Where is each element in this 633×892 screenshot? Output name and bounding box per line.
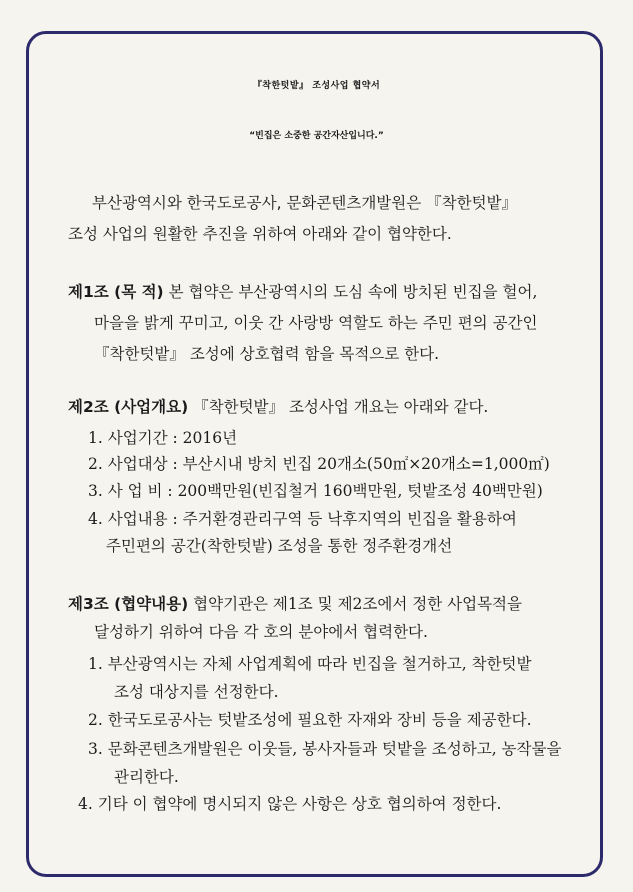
article-1-heading: 제1조 (목 적) — [68, 283, 164, 301]
article-1-text: 본 협약은 부산광역시의 도심 속에 방치된 빈집을 헐어, — [168, 283, 538, 301]
article-3-item-1-cont: 조성 대상지를 선정한다. — [114, 683, 279, 701]
article-3-item-4: 4. 기타 이 협약에 명시되지 않은 사항은 상호 협의하여 정한다. — [78, 795, 502, 813]
article-2-item-2: 2. 사업대상 : 부산시내 방치 빈집 20개소(50㎡×20개소=1,000㎡) — [88, 455, 550, 473]
intro-line-1: 부산광역시와 한국도로공사, 문화콘텐츠개발원은 『착한텃밭』 — [92, 194, 518, 212]
document-title: 『착한텃밭』 조성사업 협약서 — [252, 81, 381, 91]
article-2-item-1: 1. 사업기간 : 2016년 — [88, 429, 238, 447]
article-1-line-2: 마을을 밝게 꾸미고, 이웃 간 사랑방 역할도 하는 주민 편의 공간인 — [94, 314, 538, 332]
article-3-heading: 제3조 (협약내용) — [68, 595, 189, 613]
article-3-lead-2: 달성하기 위하여 다음 각 호의 분야에서 협력한다. — [94, 623, 428, 641]
article-1-line-3: 『착한텃밭』 조성에 상호협력 함을 목적으로 한다. — [94, 345, 440, 363]
article-3 — [68, 594, 522, 614]
article-3-lead: 협약기관은 제1조 및 제2조에서 정한 사업목적을 — [193, 595, 522, 613]
article-2-heading: 제2조 (사업개요) — [68, 398, 189, 416]
article-3-item-3: 3. 문화콘텐츠개발원은 이웃들, 봉사자들과 텃밭을 조성하고, 농작물을 — [88, 740, 562, 758]
article-2-item-4: 4. 사업내용 : 주거환경관리구역 등 낙후지역의 빈집을 활용하여 — [88, 510, 517, 528]
article-2-lead: 『착한텃밭』 조성사업 개요는 아래와 같다. — [193, 398, 489, 416]
intro-line-2: 조성 사업의 원활한 추진을 위하여 아래와 같이 협약한다. — [68, 225, 452, 243]
article-3-item-1: 1. 부산광역시는 자체 사업계획에 따라 빈집을 철거하고, 착한텃밭 — [88, 655, 532, 673]
article-2-item-3: 3. 사 업 비 : 200백만원(빈집철거 160백만원, 텃밭조성 40백만원) — [88, 482, 543, 500]
article-2-item-4-cont: 주민편의 공간(착한텃밭) 조성을 통한 정주환경개선 — [106, 537, 453, 555]
article-1 — [68, 282, 537, 302]
article-3-item-2: 2. 한국도로공사는 텃밭조성에 필요한 자재와 장비 등을 제공한다. — [88, 711, 532, 729]
article-2 — [68, 397, 488, 417]
article-3-item-3-cont: 관리한다. — [114, 768, 179, 786]
document-subtitle: “빈집은 소중한 공간자산입니다.” — [249, 131, 384, 141]
